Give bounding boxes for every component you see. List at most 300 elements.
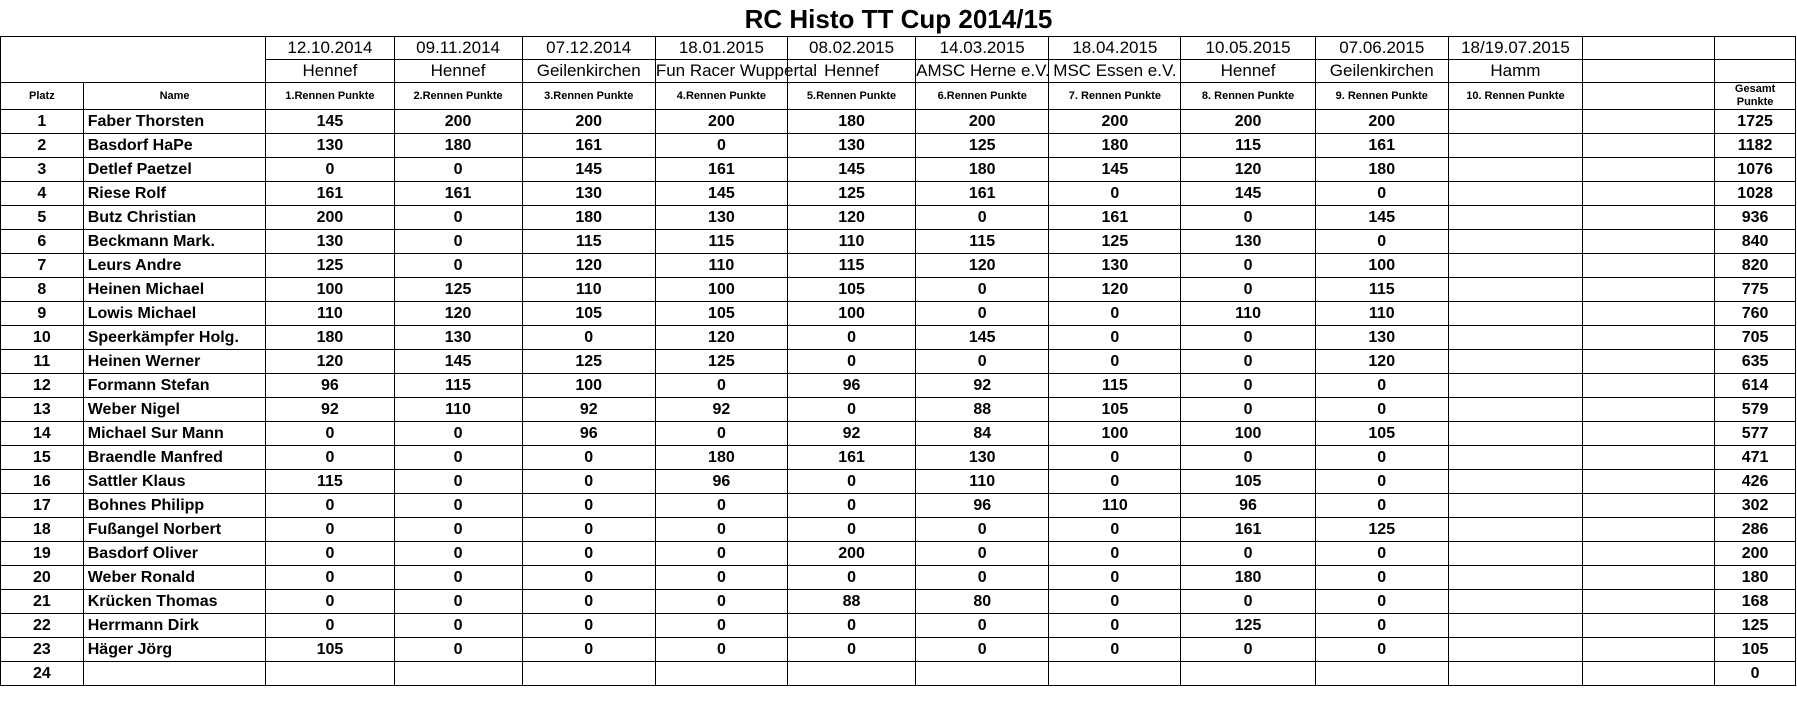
points-cell: 0 xyxy=(1181,254,1315,278)
points-cell: 0 xyxy=(916,350,1049,374)
points-cell: 0 xyxy=(1049,326,1181,350)
points-cell: 80 xyxy=(916,590,1049,614)
points-cell xyxy=(1448,542,1582,566)
name-cell: Bohnes Philipp xyxy=(83,494,266,518)
points-cell: 145 xyxy=(1315,206,1448,230)
points-cell: 0 xyxy=(1315,566,1448,590)
points-cell: 145 xyxy=(916,326,1049,350)
points-cell: 100 xyxy=(787,302,915,326)
points-cell xyxy=(1448,470,1582,494)
place-cell: 1 xyxy=(1,110,84,134)
empty-cell xyxy=(1583,614,1715,638)
points-cell: 130 xyxy=(1315,326,1448,350)
points-cell: 200 xyxy=(266,206,394,230)
points-cell: 0 xyxy=(787,398,915,422)
points-cell: 92 xyxy=(916,374,1049,398)
points-cell: 120 xyxy=(655,326,787,350)
empty-cell xyxy=(1583,158,1715,182)
points-cell: 92 xyxy=(787,422,915,446)
points-cell: 0 xyxy=(266,590,394,614)
points-cell xyxy=(266,662,394,686)
points-cell: 92 xyxy=(655,398,787,422)
points-cell: 105 xyxy=(1049,398,1181,422)
points-cell: 180 xyxy=(787,110,915,134)
points-cell xyxy=(1315,662,1448,686)
total-cell: 1076 xyxy=(1715,158,1796,182)
points-cell: 110 xyxy=(522,278,655,302)
points-cell: 130 xyxy=(916,446,1049,470)
points-cell: 200 xyxy=(1315,110,1448,134)
total-cell: 840 xyxy=(1715,230,1796,254)
points-cell: 0 xyxy=(655,374,787,398)
points-cell: 180 xyxy=(1049,134,1181,158)
total-cell: 820 xyxy=(1715,254,1796,278)
total-cell: 775 xyxy=(1715,278,1796,302)
points-cell: 145 xyxy=(1049,158,1181,182)
points-cell: 130 xyxy=(266,134,394,158)
points-cell: 0 xyxy=(394,518,522,542)
table-row xyxy=(1,662,1796,686)
points-cell: 84 xyxy=(916,422,1049,446)
table-row xyxy=(1,614,1796,638)
place-cell: 18 xyxy=(1,518,84,542)
points-cell: 0 xyxy=(1181,398,1315,422)
points-cell: 0 xyxy=(787,518,915,542)
place-cell: 14 xyxy=(1,422,84,446)
table-row xyxy=(1,398,1796,422)
points-cell: 0 xyxy=(1181,206,1315,230)
points-cell: 161 xyxy=(1315,134,1448,158)
total-cell: 1182 xyxy=(1715,134,1796,158)
points-cell: 115 xyxy=(1181,134,1315,158)
points-cell: 145 xyxy=(655,182,787,206)
points-cell: 130 xyxy=(266,230,394,254)
race-date-7: 18.04.2015 xyxy=(1049,37,1181,60)
points-cell: 0 xyxy=(1315,398,1448,422)
points-cell: 0 xyxy=(522,446,655,470)
points-cell: 0 xyxy=(1049,470,1181,494)
points-cell xyxy=(1448,518,1582,542)
points-cell: 200 xyxy=(1181,110,1315,134)
empty-cell xyxy=(1583,326,1715,350)
points-cell xyxy=(1448,254,1582,278)
points-cell: 0 xyxy=(916,206,1049,230)
points-cell: 0 xyxy=(1315,230,1448,254)
points-cell: 161 xyxy=(522,134,655,158)
race-date-5: 08.02.2015 xyxy=(787,37,915,60)
points-cell: 0 xyxy=(266,518,394,542)
table-row xyxy=(1,254,1796,278)
table-row xyxy=(1,278,1796,302)
points-cell: 110 xyxy=(916,470,1049,494)
points-cell: 130 xyxy=(394,326,522,350)
points-cell: 125 xyxy=(655,350,787,374)
empty-cell xyxy=(1583,182,1715,206)
race-points-header-3: 3.Rennen Punkte xyxy=(522,83,655,110)
name-cell: Basdorf HaPe xyxy=(83,134,266,158)
points-cell: 0 xyxy=(1181,638,1315,662)
points-cell: 161 xyxy=(655,158,787,182)
points-cell: 96 xyxy=(787,374,915,398)
points-cell: 0 xyxy=(394,638,522,662)
points-cell: 200 xyxy=(1049,110,1181,134)
empty-cell xyxy=(1583,470,1715,494)
points-cell: 200 xyxy=(787,542,915,566)
points-cell: 145 xyxy=(266,110,394,134)
points-cell: 125 xyxy=(1049,230,1181,254)
points-cell: 0 xyxy=(1315,614,1448,638)
name-cell: Krücken Thomas xyxy=(83,590,266,614)
points-cell: 0 xyxy=(1049,638,1181,662)
empty-cell xyxy=(1583,134,1715,158)
points-cell xyxy=(394,662,522,686)
race-location-10: Hamm xyxy=(1448,60,1582,83)
table-row xyxy=(1,350,1796,374)
points-cell: 0 xyxy=(522,566,655,590)
points-cell: 0 xyxy=(394,614,522,638)
points-cell: 0 xyxy=(1181,446,1315,470)
name-cell: Heinen Werner xyxy=(83,350,266,374)
points-cell: 0 xyxy=(394,494,522,518)
name-cell: Riese Rolf xyxy=(83,182,266,206)
place-cell: 19 xyxy=(1,542,84,566)
total-header xyxy=(1715,83,1796,110)
points-cell: 0 xyxy=(1181,590,1315,614)
points-cell: 125 xyxy=(522,350,655,374)
points-cell: 100 xyxy=(522,374,655,398)
points-cell xyxy=(916,662,1049,686)
points-cell: 110 xyxy=(394,398,522,422)
total-cell: 105 xyxy=(1715,638,1796,662)
name-cell: Faber Thorsten xyxy=(83,110,266,134)
table-row xyxy=(1,230,1796,254)
empty-cell xyxy=(1583,374,1715,398)
points-cell: 0 xyxy=(266,422,394,446)
points-cell: 96 xyxy=(916,494,1049,518)
table-row xyxy=(1,110,1796,134)
points-cell: 100 xyxy=(655,278,787,302)
points-cell: 0 xyxy=(655,422,787,446)
points-cell: 0 xyxy=(916,614,1049,638)
points-cell: 0 xyxy=(655,518,787,542)
total-cell: 577 xyxy=(1715,422,1796,446)
points-cell: 0 xyxy=(787,494,915,518)
sheet-title: RC Histo TT Cup 2014/15 xyxy=(744,4,1053,34)
points-cell: 120 xyxy=(916,254,1049,278)
name-cell: Herrmann Dirk xyxy=(83,614,266,638)
points-cell xyxy=(1448,350,1582,374)
points-cell: 0 xyxy=(266,614,394,638)
points-cell: 161 xyxy=(394,182,522,206)
points-cell: 0 xyxy=(1049,182,1181,206)
race-location-7: MSC Essen e.V. xyxy=(1049,60,1181,83)
table-row xyxy=(1,326,1796,350)
points-cell: 105 xyxy=(1181,470,1315,494)
points-cell: 0 xyxy=(1315,638,1448,662)
points-cell: 0 xyxy=(916,278,1049,302)
points-cell xyxy=(1448,134,1582,158)
points-cell: 120 xyxy=(266,350,394,374)
empty-header-cell xyxy=(1715,37,1796,60)
points-cell: 96 xyxy=(1181,494,1315,518)
points-cell: 92 xyxy=(266,398,394,422)
points-cell: 0 xyxy=(787,326,915,350)
points-cell: 88 xyxy=(916,398,1049,422)
table-row xyxy=(1,470,1796,494)
points-cell: 0 xyxy=(655,542,787,566)
total-cell: 1028 xyxy=(1715,182,1796,206)
points-cell: 0 xyxy=(787,566,915,590)
place-cell: 22 xyxy=(1,614,84,638)
race-points-header-1: 1.Rennen Punkte xyxy=(266,83,394,110)
points-cell xyxy=(1448,566,1582,590)
name-cell: Häger Jörg xyxy=(83,638,266,662)
table-row xyxy=(1,302,1796,326)
name-cell: Butz Christian xyxy=(83,206,266,230)
points-cell: 0 xyxy=(522,590,655,614)
race-date-9: 07.06.2015 xyxy=(1315,37,1448,60)
points-cell: 0 xyxy=(394,422,522,446)
points-cell: 0 xyxy=(266,446,394,470)
name-cell xyxy=(83,662,266,686)
name-header: Name xyxy=(83,83,266,110)
points-cell: 0 xyxy=(1181,278,1315,302)
total-cell: 200 xyxy=(1715,542,1796,566)
points-cell: 130 xyxy=(787,134,915,158)
points-cell: 0 xyxy=(1181,350,1315,374)
location-row xyxy=(1,60,1796,83)
points-cell: 96 xyxy=(655,470,787,494)
points-cell: 115 xyxy=(655,230,787,254)
header-blank-cell xyxy=(1,37,266,83)
table-row xyxy=(1,134,1796,158)
place-cell: 9 xyxy=(1,302,84,326)
points-cell: 115 xyxy=(522,230,655,254)
points-cell xyxy=(1448,614,1582,638)
points-cell: 0 xyxy=(266,158,394,182)
empty-header-cell xyxy=(1715,60,1796,83)
place-cell: 12 xyxy=(1,374,84,398)
points-cell xyxy=(655,662,787,686)
name-cell: Leurs Andre xyxy=(83,254,266,278)
points-cell: 88 xyxy=(787,590,915,614)
points-cell: 180 xyxy=(1181,566,1315,590)
points-cell: 0 xyxy=(1049,566,1181,590)
points-cell: 105 xyxy=(522,302,655,326)
points-cell xyxy=(1448,422,1582,446)
points-cell: 120 xyxy=(394,302,522,326)
table-row xyxy=(1,446,1796,470)
place-cell: 23 xyxy=(1,638,84,662)
points-cell: 0 xyxy=(787,350,915,374)
total-cell: 1725 xyxy=(1715,110,1796,134)
points-cell: 105 xyxy=(787,278,915,302)
points-cell: 0 xyxy=(522,518,655,542)
points-cell: 0 xyxy=(394,158,522,182)
points-cell: 0 xyxy=(1315,374,1448,398)
points-cell: 200 xyxy=(916,110,1049,134)
points-cell: 200 xyxy=(394,110,522,134)
points-cell: 130 xyxy=(522,182,655,206)
empty-cell xyxy=(1583,446,1715,470)
points-cell: 145 xyxy=(1181,182,1315,206)
points-cell: 0 xyxy=(655,638,787,662)
race-date-4: 18.01.2015 xyxy=(655,37,787,60)
place-cell: 20 xyxy=(1,566,84,590)
points-cell: 0 xyxy=(394,254,522,278)
name-cell: Fußangel Norbert xyxy=(83,518,266,542)
empty-cell xyxy=(1583,350,1715,374)
points-cell: 180 xyxy=(1315,158,1448,182)
points-cell: 0 xyxy=(394,230,522,254)
name-cell: Basdorf Oliver xyxy=(83,542,266,566)
points-cell: 115 xyxy=(394,374,522,398)
place-cell: 21 xyxy=(1,590,84,614)
points-cell xyxy=(787,662,915,686)
points-cell: 0 xyxy=(1315,470,1448,494)
points-cell: 200 xyxy=(655,110,787,134)
points-cell xyxy=(1448,158,1582,182)
points-cell: 0 xyxy=(1181,542,1315,566)
points-cell: 180 xyxy=(916,158,1049,182)
total-cell: 0 xyxy=(1715,662,1796,686)
points-cell: 0 xyxy=(394,542,522,566)
empty-cell xyxy=(1583,278,1715,302)
points-cell: 120 xyxy=(522,254,655,278)
points-cell: 0 xyxy=(1315,494,1448,518)
empty-cell xyxy=(1583,254,1715,278)
points-cell: 0 xyxy=(1049,350,1181,374)
table-row xyxy=(1,542,1796,566)
race-date-1: 12.10.2014 xyxy=(266,37,394,60)
points-cell: 130 xyxy=(1181,230,1315,254)
points-cell: 115 xyxy=(1049,374,1181,398)
points-cell: 0 xyxy=(266,566,394,590)
empty-cell xyxy=(1583,662,1715,686)
points-cell: 125 xyxy=(1315,518,1448,542)
points-cell: 110 xyxy=(655,254,787,278)
points-cell: 180 xyxy=(266,326,394,350)
points-cell: 0 xyxy=(266,542,394,566)
empty-header-cell xyxy=(1583,37,1715,60)
empty-cell xyxy=(1583,566,1715,590)
points-cell: 180 xyxy=(655,446,787,470)
table-row xyxy=(1,206,1796,230)
place-cell: 3 xyxy=(1,158,84,182)
empty-header-cell xyxy=(1583,83,1715,110)
column-header-row xyxy=(1,83,1796,110)
name-cell: Weber Ronald xyxy=(83,566,266,590)
total-cell: 635 xyxy=(1715,350,1796,374)
points-cell: 105 xyxy=(655,302,787,326)
points-cell xyxy=(1448,326,1582,350)
points-cell: 0 xyxy=(916,566,1049,590)
points-cell: 100 xyxy=(1315,254,1448,278)
total-cell: 614 xyxy=(1715,374,1796,398)
race-points-header-10: 10. Rennen Punkte xyxy=(1448,83,1582,110)
points-cell: 0 xyxy=(522,470,655,494)
place-cell: 4 xyxy=(1,182,84,206)
place-cell: 15 xyxy=(1,446,84,470)
total-cell: 302 xyxy=(1715,494,1796,518)
points-cell: 145 xyxy=(394,350,522,374)
race-date-2: 09.11.2014 xyxy=(394,37,522,60)
points-cell xyxy=(1448,590,1582,614)
points-cell: 0 xyxy=(1315,446,1448,470)
race-points-header-2: 2.Rennen Punkte xyxy=(394,83,522,110)
place-cell: 6 xyxy=(1,230,84,254)
points-cell: 110 xyxy=(1049,494,1181,518)
place-cell: 17 xyxy=(1,494,84,518)
points-cell xyxy=(1448,662,1582,686)
points-cell: 0 xyxy=(1315,182,1448,206)
place-cell: 24 xyxy=(1,662,84,686)
empty-cell xyxy=(1583,422,1715,446)
points-cell: 161 xyxy=(266,182,394,206)
table-row xyxy=(1,518,1796,542)
points-cell: 0 xyxy=(655,134,787,158)
total-cell: 286 xyxy=(1715,518,1796,542)
points-cell: 130 xyxy=(1049,254,1181,278)
points-cell xyxy=(1049,662,1181,686)
points-cell: 130 xyxy=(655,206,787,230)
place-cell: 13 xyxy=(1,398,84,422)
points-cell xyxy=(1448,638,1582,662)
standings-table xyxy=(0,36,1796,686)
points-cell: 110 xyxy=(1181,302,1315,326)
race-points-header-7: 7. Rennen Punkte xyxy=(1049,83,1181,110)
points-cell: 0 xyxy=(916,518,1049,542)
race-location-2: Hennef xyxy=(394,60,522,83)
points-cell: 0 xyxy=(394,566,522,590)
points-cell: 161 xyxy=(916,182,1049,206)
total-cell: 705 xyxy=(1715,326,1796,350)
points-cell: 125 xyxy=(266,254,394,278)
points-cell: 0 xyxy=(1315,542,1448,566)
points-cell: 100 xyxy=(1181,422,1315,446)
date-row xyxy=(1,37,1796,60)
points-cell: 0 xyxy=(522,494,655,518)
total-header-line2: Punkte xyxy=(1736,96,1774,108)
points-cell xyxy=(1448,110,1582,134)
place-cell: 10 xyxy=(1,326,84,350)
points-cell: 0 xyxy=(394,206,522,230)
empty-cell xyxy=(1583,206,1715,230)
empty-header-cell xyxy=(1583,60,1715,83)
points-cell: 120 xyxy=(1315,350,1448,374)
race-location-9: Geilenkirchen xyxy=(1315,60,1448,83)
points-cell xyxy=(1448,230,1582,254)
empty-cell xyxy=(1583,590,1715,614)
points-cell: 0 xyxy=(394,446,522,470)
points-cell: 115 xyxy=(787,254,915,278)
table-row xyxy=(1,158,1796,182)
points-cell: 0 xyxy=(655,566,787,590)
name-cell: Speerkämpfer Holg. xyxy=(83,326,266,350)
points-cell: 120 xyxy=(1049,278,1181,302)
points-cell: 0 xyxy=(522,638,655,662)
name-cell: Lowis Michael xyxy=(83,302,266,326)
points-cell: 0 xyxy=(1181,374,1315,398)
total-header-line1: Gesamt xyxy=(1734,83,1776,95)
total-cell: 125 xyxy=(1715,614,1796,638)
empty-cell xyxy=(1583,302,1715,326)
points-cell: 105 xyxy=(266,638,394,662)
race-location-3: Geilenkirchen xyxy=(522,60,655,83)
points-cell: 0 xyxy=(916,302,1049,326)
points-cell: 0 xyxy=(916,542,1049,566)
points-cell: 110 xyxy=(1315,302,1448,326)
